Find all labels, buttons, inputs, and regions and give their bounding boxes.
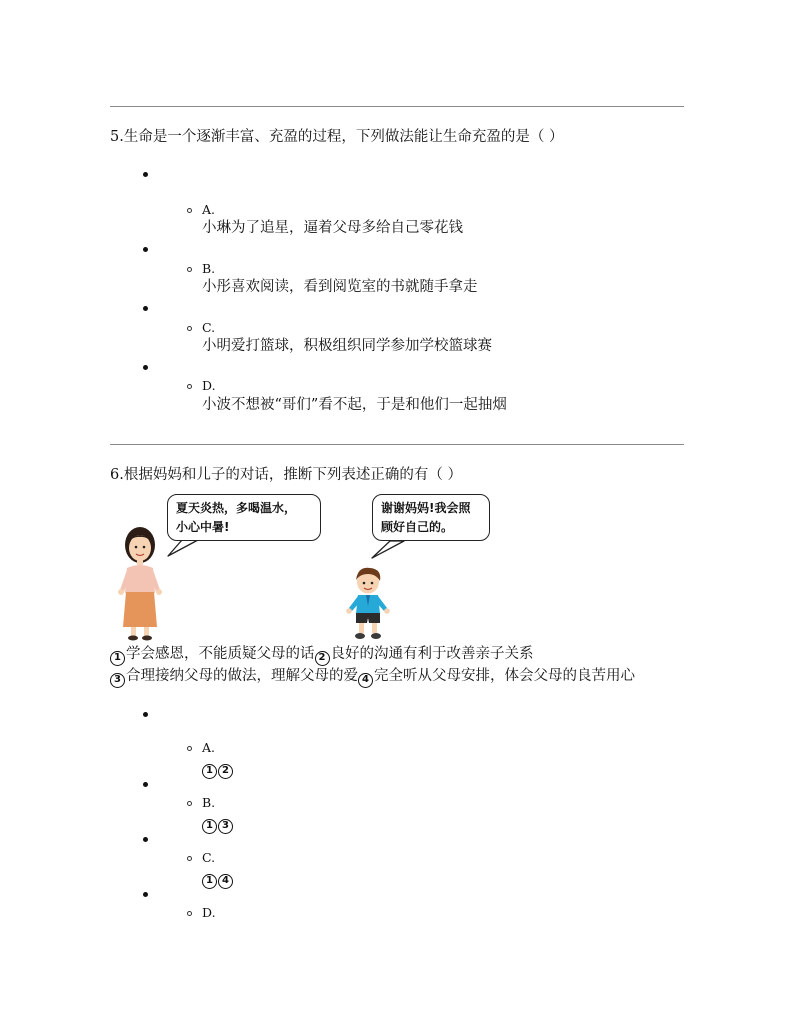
option-circle	[187, 326, 192, 331]
son-figure	[346, 568, 390, 639]
statement-line	[110, 645, 534, 666]
option-letter: A.	[202, 202, 216, 217]
question-5-stem: 5.生命是一个逐渐丰富、充盈的过程，下列做法能让生命充盈的是（ ）	[110, 129, 564, 145]
circled-number: 4	[358, 673, 373, 688]
circled-number: 1	[202, 764, 217, 779]
option-letter: C.	[202, 850, 216, 865]
question-6-stem: 6.根据妈妈和儿子的对话，推断下列表述正确的有（ ）	[110, 467, 462, 483]
circled-number: 3	[218, 819, 233, 834]
option-letter: D.	[202, 905, 216, 920]
divider-top	[110, 106, 684, 107]
option-text: 小彤喜欢阅读，看到阅览室的书就随手拿走	[202, 279, 478, 295]
son-speech-bubble	[372, 494, 490, 541]
option-nums	[202, 758, 234, 779]
statement-text: 完全听从父母安排，体会父母的良苦用心	[374, 668, 635, 684]
circled-number: 2	[218, 764, 233, 779]
list-bullet	[143, 837, 148, 842]
list-bullet	[143, 172, 148, 177]
option-circle	[187, 384, 192, 389]
option-circle	[187, 856, 192, 861]
option-text: 小明爱打篮球，积极组织同学参加学校篮球赛	[202, 338, 492, 354]
circled-number: 2	[315, 651, 330, 666]
option-circle	[187, 208, 192, 213]
circled-number: 3	[110, 673, 125, 688]
mother-speech-line: 夏天炎热，多喝温水，	[176, 501, 297, 515]
option-circle	[187, 801, 192, 806]
mother-speech-line: 小心中暑!	[176, 520, 230, 534]
mother-speech-bubble	[167, 494, 321, 541]
mother-figure	[118, 527, 162, 641]
list-bullet	[143, 782, 148, 787]
divider-middle	[110, 444, 684, 445]
list-bullet	[143, 892, 148, 897]
option-circle	[187, 267, 192, 272]
list-bullet	[143, 247, 148, 252]
list-bullet	[143, 365, 148, 370]
list-bullet	[143, 306, 148, 311]
option-letter: B.	[202, 261, 216, 276]
option-letter: C.	[202, 320, 216, 335]
option-text: 小琳为了追星，逼着父母多给自己零花钱	[202, 220, 463, 236]
son-speech-line: 谢谢妈妈!我会照	[381, 501, 471, 515]
statement-text: 合理接纳父母的做法，理解父母的爱	[126, 668, 358, 684]
statement-text: 良好的沟通有利于改善亲子关系	[330, 646, 534, 662]
option-circle	[187, 746, 192, 751]
option-text: 小波不想被“哥们”看不起，于是和他们一起抽烟	[202, 397, 507, 413]
circled-number: 4	[218, 874, 233, 889]
circled-number: 1	[110, 651, 125, 666]
option-letter: A.	[202, 740, 216, 755]
option-letter: B.	[202, 795, 216, 810]
statement-line	[110, 667, 635, 688]
son-speech-line: 顾好自己的。	[381, 520, 454, 534]
option-nums	[202, 868, 234, 889]
statement-text: 学会感恩，不能质疑父母的话	[126, 646, 315, 662]
option-nums	[202, 813, 234, 834]
circled-number: 1	[202, 874, 217, 889]
list-bullet	[143, 712, 148, 717]
option-circle	[187, 911, 192, 916]
option-letter: D.	[202, 378, 216, 393]
circled-number: 1	[202, 819, 217, 834]
